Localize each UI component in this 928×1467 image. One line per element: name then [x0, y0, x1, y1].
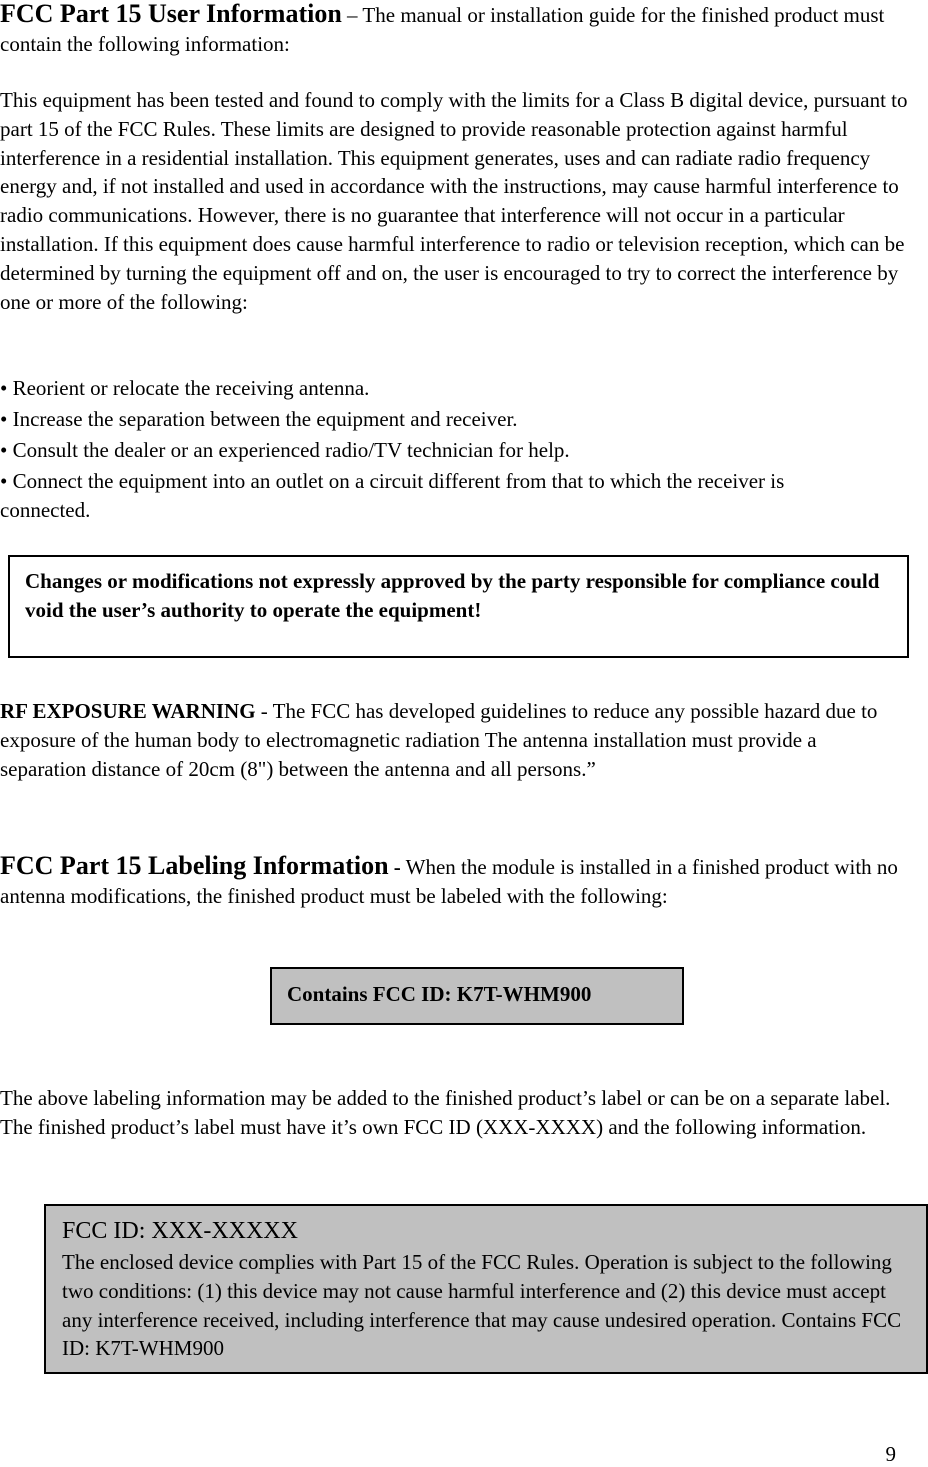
bullet-icon: •	[0, 376, 8, 400]
list-item: • Consult the dealer or an experienced radio/TV technician for help.	[0, 438, 570, 462]
rf-exposure-warning	[0, 697, 900, 783]
labeling-dash: -	[388, 855, 401, 879]
user-info-intro: – The manual or installation guide for the finished product must contain the following information:	[0, 3, 885, 56]
page-number: 9	[885, 1442, 896, 1466]
list-item: • Increase the separation between the equipment and receiver.	[0, 407, 518, 431]
fcc-statement-body: The enclosed device complies with Part 15 of the FCC Rules. Operation is subject to the following two conditions: (1) this device may not cause harmful interference and (2) this device must accept any interference received, including interference that may cause undesired operation. Contains FCC ID: K7T-WHM900	[62, 1250, 902, 1361]
user-info-heading: FCC Part 15 User Information	[0, 0, 342, 28]
bullet-list	[0, 374, 915, 525]
fcc-id-label-text: Contains FCC ID: K7T-WHM900	[287, 982, 592, 1006]
fcc-statement-box	[44, 1204, 928, 1374]
fcc-id-label-box	[270, 967, 684, 1025]
rf-exposure-label: RF EXPOSURE WARNING	[0, 699, 256, 723]
bullet-icon: •	[0, 407, 8, 431]
compliance-paragraph: This equipment has been tested and found to comply with the limits for a Class B digital device, pursuant to part 15 of the FCC Rules. These limits are designed to provide reasonable protection against harmful interference in a residential installation. This equipment generates, uses and can radiate radio frequency energy and, if not installed and used in accordance with the instructions, may cause harmful interference to radio communications. However, there is no guarantee that interference will not occur in a particular installation. If this equipment does cause harmful interference to radio or television reception, which can be determined by turning the equipment off and on, the user is encouraged to try to correct the interference by one or more of the following:	[0, 88, 908, 314]
labeling-paragraph: The above labeling information may be added to the finished product’s label or can be on a separate label. The finished product’s label must have it’s own FCC ID (XXX-XXXX) and the following information.	[0, 1086, 891, 1139]
list-item: • Reorient or relocate the receiving antenna.	[0, 376, 370, 400]
labeling-info-intro: When the module is installed in a finished product with no antenna modifications, the finished product must be labeled with the following:	[0, 855, 898, 908]
user-info-section	[0, 0, 915, 59]
modification-warning-box	[8, 555, 909, 658]
labeling-info-section	[0, 852, 900, 911]
rf-exposure-text: - The FCC has developed guidelines to reduce any possible hazard due to exposure of the human body to electromagnetic radiation The antenna installation must provide a separation distance of 20cm (8") between the antenna and all persons.”	[0, 699, 878, 781]
list-item: • Connect the equipment into an outlet on a circuit different from that to which the receiver is connected.	[0, 469, 785, 522]
bullet-icon: •	[0, 438, 8, 462]
modification-warning-text: Changes or modifications not expressly approved by the party responsible for compliance could void the user’s authority to operate the equipment!	[25, 569, 880, 622]
bullet-icon: •	[0, 469, 8, 493]
fcc-statement-title: FCC ID: XXX-XXXXX	[62, 1218, 299, 1244]
labeling-info-heading: FCC Part 15 Labeling Information	[0, 851, 389, 880]
